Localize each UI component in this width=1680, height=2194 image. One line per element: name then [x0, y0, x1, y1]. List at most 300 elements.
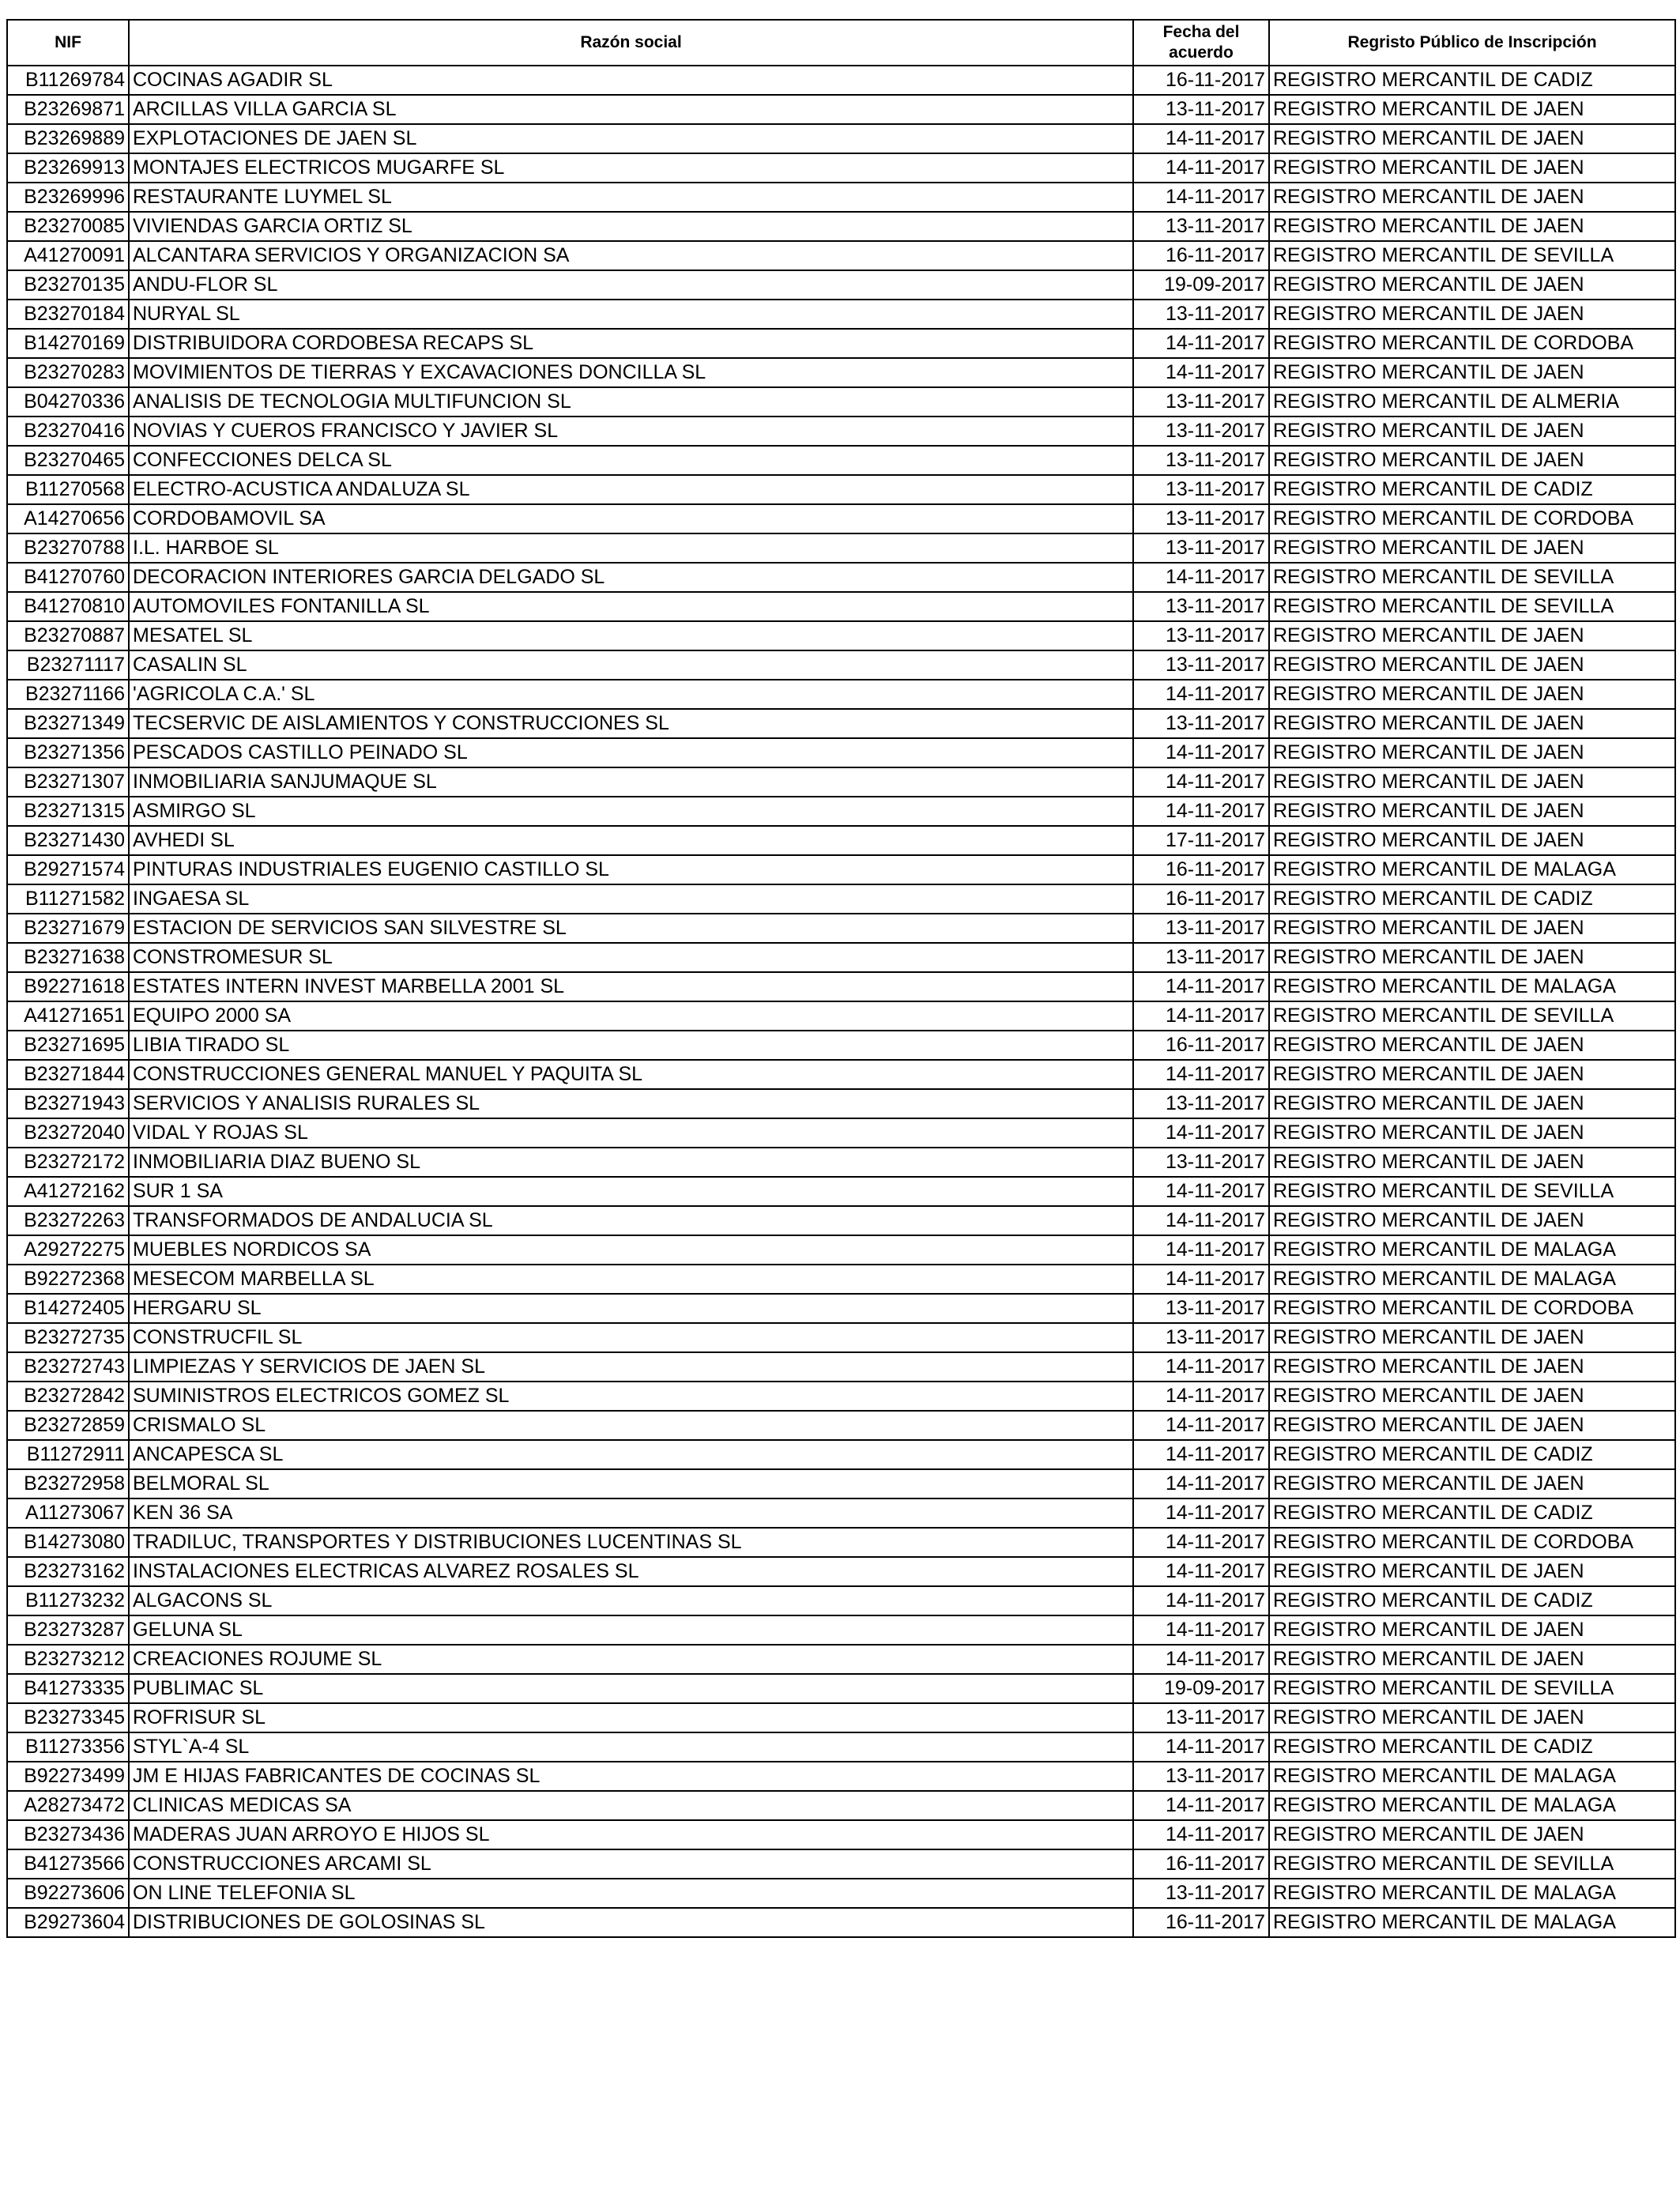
cell-fecha: 16-11-2017: [1133, 1849, 1269, 1879]
table-body: [7, 66, 1675, 1937]
cell-fecha: 17-11-2017: [1133, 826, 1269, 855]
cell-registro: REGISTRO MERCANTIL DE SEVILLA: [1269, 241, 1675, 270]
table-row: [7, 1791, 1675, 1820]
cell-razon-social: TECSERVIC DE AISLAMIENTOS Y CONSTRUCCIONES SL: [129, 709, 1133, 738]
cell-nif: B41273566: [7, 1849, 129, 1879]
cell-razon-social: VIVIENDAS GARCIA ORTIZ SL: [129, 212, 1133, 241]
cell-nif: A28273472: [7, 1791, 129, 1820]
cell-nif: B11270568: [7, 475, 129, 504]
cell-registro: REGISTRO MERCANTIL DE JAEN: [1269, 1148, 1675, 1177]
registry-table: [6, 19, 1676, 1938]
cell-fecha: 16-11-2017: [1133, 66, 1269, 95]
cell-nif: B23272172: [7, 1148, 129, 1177]
cell-nif: A29272275: [7, 1235, 129, 1265]
cell-fecha: 14-11-2017: [1133, 124, 1269, 153]
cell-razon-social: SERVICIOS Y ANALISIS RURALES SL: [129, 1089, 1133, 1118]
cell-fecha: 16-11-2017: [1133, 1031, 1269, 1060]
cell-nif: B23271166: [7, 680, 129, 709]
cell-razon-social: KEN 36 SA: [129, 1498, 1133, 1528]
cell-fecha: 14-11-2017: [1133, 1528, 1269, 1557]
table-row: [7, 1849, 1675, 1879]
cell-razon-social: JM E HIJAS FABRICANTES DE COCINAS SL: [129, 1762, 1133, 1791]
cell-razon-social: ANCAPESCA SL: [129, 1440, 1133, 1469]
table-row: [7, 124, 1675, 153]
table-row: [7, 1382, 1675, 1411]
header-fecha-acuerdo: [1133, 20, 1269, 66]
table-row: [7, 1879, 1675, 1908]
cell-nif: B23272842: [7, 1382, 129, 1411]
table-row: [7, 1235, 1675, 1265]
cell-fecha: 13-11-2017: [1133, 943, 1269, 972]
cell-fecha: 13-11-2017: [1133, 650, 1269, 680]
cell-razon-social: MOVIMIENTOS DE TIERRAS Y EXCAVACIONES DONCILLA SL: [129, 358, 1133, 387]
cell-fecha: 13-11-2017: [1133, 417, 1269, 446]
cell-fecha: 13-11-2017: [1133, 387, 1269, 417]
cell-nif: B23271638: [7, 943, 129, 972]
header-razon-social: Razón social: [129, 20, 1133, 66]
table-row: [7, 1148, 1675, 1177]
table-row: [7, 95, 1675, 124]
cell-razon-social: EXPLOTACIONES DE JAEN SL: [129, 124, 1133, 153]
cell-registro: REGISTRO MERCANTIL DE CORDOBA: [1269, 1528, 1675, 1557]
table-row: [7, 1265, 1675, 1294]
cell-fecha: 14-11-2017: [1133, 1732, 1269, 1762]
cell-razon-social: STYL`A-4 SL: [129, 1732, 1133, 1762]
header-row: [7, 20, 1675, 66]
table-row: [7, 826, 1675, 855]
cell-fecha: 13-11-2017: [1133, 1089, 1269, 1118]
cell-registro: REGISTRO MERCANTIL DE JAEN: [1269, 1118, 1675, 1148]
cell-fecha: 13-11-2017: [1133, 1879, 1269, 1908]
cell-fecha: 14-11-2017: [1133, 680, 1269, 709]
cell-registro: REGISTRO MERCANTIL DE JAEN: [1269, 1411, 1675, 1440]
cell-registro: REGISTRO MERCANTIL DE JAEN: [1269, 1352, 1675, 1382]
cell-fecha: 14-11-2017: [1133, 972, 1269, 1001]
cell-registro: REGISTRO MERCANTIL DE JAEN: [1269, 1645, 1675, 1674]
cell-razon-social: CONSTRUCCIONES GENERAL MANUEL Y PAQUITA SL: [129, 1060, 1133, 1089]
cell-nif: B23270465: [7, 446, 129, 475]
cell-registro: REGISTRO MERCANTIL DE MALAGA: [1269, 1908, 1675, 1937]
cell-nif: B14273080: [7, 1528, 129, 1557]
cell-nif: B11269784: [7, 66, 129, 95]
cell-registro: REGISTRO MERCANTIL DE CORDOBA: [1269, 1294, 1675, 1323]
cell-nif: A14270656: [7, 504, 129, 533]
cell-registro: REGISTRO MERCANTIL DE MALAGA: [1269, 1879, 1675, 1908]
cell-fecha: 14-11-2017: [1133, 1820, 1269, 1849]
cell-registro: REGISTRO MERCANTIL DE JAEN: [1269, 446, 1675, 475]
cell-fecha: 13-11-2017: [1133, 1762, 1269, 1791]
table-row: [7, 1323, 1675, 1352]
cell-fecha: 13-11-2017: [1133, 621, 1269, 650]
table-row: [7, 855, 1675, 884]
cell-registro: REGISTRO MERCANTIL DE JAEN: [1269, 680, 1675, 709]
table-row: [7, 767, 1675, 797]
cell-registro: REGISTRO MERCANTIL DE JAEN: [1269, 621, 1675, 650]
cell-fecha: 14-11-2017: [1133, 1352, 1269, 1382]
cell-registro: REGISTRO MERCANTIL DE MALAGA: [1269, 855, 1675, 884]
cell-fecha: 14-11-2017: [1133, 1586, 1269, 1615]
cell-nif: B23270283: [7, 358, 129, 387]
cell-nif: B23273212: [7, 1645, 129, 1674]
cell-nif: B23272743: [7, 1352, 129, 1382]
table-row: [7, 650, 1675, 680]
cell-razon-social: LIMPIEZAS Y SERVICIOS DE JAEN SL: [129, 1352, 1133, 1382]
cell-razon-social: CASALIN SL: [129, 650, 1133, 680]
cell-registro: REGISTRO MERCANTIL DE JAEN: [1269, 650, 1675, 680]
cell-nif: B11273232: [7, 1586, 129, 1615]
cell-nif: A41270091: [7, 241, 129, 270]
table-row: [7, 680, 1675, 709]
table-row: [7, 1206, 1675, 1235]
cell-registro: REGISTRO MERCANTIL DE JAEN: [1269, 533, 1675, 563]
cell-razon-social: PINTURAS INDUSTRIALES EUGENIO CASTILLO SL: [129, 855, 1133, 884]
cell-registro: REGISTRO MERCANTIL DE CADIZ: [1269, 66, 1675, 95]
table-row: [7, 884, 1675, 914]
cell-fecha: 13-11-2017: [1133, 1703, 1269, 1732]
cell-registro: REGISTRO MERCANTIL DE ALMERIA: [1269, 387, 1675, 417]
cell-fecha: 14-11-2017: [1133, 1001, 1269, 1031]
cell-nif: B23271430: [7, 826, 129, 855]
table-row: [7, 1615, 1675, 1645]
cell-razon-social: ANDU-FLOR SL: [129, 270, 1133, 300]
table-row: [7, 270, 1675, 300]
cell-nif: B14270169: [7, 329, 129, 358]
cell-razon-social: MONTAJES ELECTRICOS MUGARFE SL: [129, 153, 1133, 183]
cell-razon-social: INGAESA SL: [129, 884, 1133, 914]
cell-razon-social: VIDAL Y ROJAS SL: [129, 1118, 1133, 1148]
cell-registro: REGISTRO MERCANTIL DE JAEN: [1269, 212, 1675, 241]
cell-razon-social: TRADILUC, TRANSPORTES Y DISTRIBUCIONES LUCENTINAS SL: [129, 1528, 1133, 1557]
cell-fecha: 13-11-2017: [1133, 1148, 1269, 1177]
cell-razon-social: NOVIAS Y CUEROS FRANCISCO Y JAVIER SL: [129, 417, 1133, 446]
cell-fecha: 16-11-2017: [1133, 884, 1269, 914]
table-row: [7, 66, 1675, 95]
cell-registro: REGISTRO MERCANTIL DE SEVILLA: [1269, 563, 1675, 592]
cell-nif: B11273356: [7, 1732, 129, 1762]
table-row: [7, 972, 1675, 1001]
cell-registro: REGISTRO MERCANTIL DE JAEN: [1269, 300, 1675, 329]
cell-razon-social: TRANSFORMADOS DE ANDALUCIA SL: [129, 1206, 1133, 1235]
table-row: [7, 563, 1675, 592]
table-row: [7, 1177, 1675, 1206]
cell-registro: REGISTRO MERCANTIL DE JAEN: [1269, 270, 1675, 300]
cell-fecha: 14-11-2017: [1133, 563, 1269, 592]
header-nif: NIF: [7, 20, 129, 66]
cell-fecha: 14-11-2017: [1133, 1498, 1269, 1528]
cell-nif: B23270085: [7, 212, 129, 241]
cell-nif: B23270135: [7, 270, 129, 300]
cell-nif: B23271943: [7, 1089, 129, 1118]
cell-nif: A41272162: [7, 1177, 129, 1206]
cell-nif: B11272911: [7, 1440, 129, 1469]
cell-registro: REGISTRO MERCANTIL DE JAEN: [1269, 124, 1675, 153]
cell-registro: REGISTRO MERCANTIL DE CADIZ: [1269, 1586, 1675, 1615]
table-row: [7, 241, 1675, 270]
cell-registro: REGISTRO MERCANTIL DE JAEN: [1269, 1206, 1675, 1235]
cell-nif: B23272859: [7, 1411, 129, 1440]
cell-registro: REGISTRO MERCANTIL DE MALAGA: [1269, 972, 1675, 1001]
cell-registro: REGISTRO MERCANTIL DE JAEN: [1269, 826, 1675, 855]
cell-registro: REGISTRO MERCANTIL DE JAEN: [1269, 1060, 1675, 1089]
cell-fecha: 13-11-2017: [1133, 709, 1269, 738]
cell-nif: B23269889: [7, 124, 129, 153]
cell-razon-social: ALCANTARA SERVICIOS Y ORGANIZACION SA: [129, 241, 1133, 270]
cell-razon-social: CORDOBAMOVIL SA: [129, 504, 1133, 533]
cell-fecha: 14-11-2017: [1133, 1469, 1269, 1498]
table-row: [7, 621, 1675, 650]
cell-registro: REGISTRO MERCANTIL DE JAEN: [1269, 358, 1675, 387]
cell-nif: B23272040: [7, 1118, 129, 1148]
cell-razon-social: SUR 1 SA: [129, 1177, 1133, 1206]
cell-fecha: 13-11-2017: [1133, 1323, 1269, 1352]
cell-nif: B23271844: [7, 1060, 129, 1089]
cell-nif: B23271307: [7, 767, 129, 797]
cell-fecha: 13-11-2017: [1133, 475, 1269, 504]
cell-nif: B11271582: [7, 884, 129, 914]
cell-registro: REGISTRO MERCANTIL DE JAEN: [1269, 1703, 1675, 1732]
cell-fecha: 14-11-2017: [1133, 329, 1269, 358]
cell-razon-social: EQUIPO 2000 SA: [129, 1001, 1133, 1031]
cell-fecha: 14-11-2017: [1133, 767, 1269, 797]
cell-nif: B41270760: [7, 563, 129, 592]
cell-registro: REGISTRO MERCANTIL DE MALAGA: [1269, 1791, 1675, 1820]
cell-fecha: 14-11-2017: [1133, 1265, 1269, 1294]
table-row: [7, 1089, 1675, 1118]
cell-fecha: 14-11-2017: [1133, 1118, 1269, 1148]
cell-razon-social: ANALISIS DE TECNOLOGIA MULTIFUNCION SL: [129, 387, 1133, 417]
cell-nif: B23270887: [7, 621, 129, 650]
table-row: [7, 1703, 1675, 1732]
cell-razon-social: BELMORAL SL: [129, 1469, 1133, 1498]
cell-registro: REGISTRO MERCANTIL DE CORDOBA: [1269, 329, 1675, 358]
cell-fecha: 14-11-2017: [1133, 1557, 1269, 1586]
cell-razon-social: CRISMALO SL: [129, 1411, 1133, 1440]
cell-razon-social: ROFRISUR SL: [129, 1703, 1133, 1732]
cell-nif: B41273335: [7, 1674, 129, 1703]
cell-registro: REGISTRO MERCANTIL DE SEVILLA: [1269, 1849, 1675, 1879]
cell-registro: REGISTRO MERCANTIL DE MALAGA: [1269, 1265, 1675, 1294]
cell-razon-social: INMOBILIARIA SANJUMAQUE SL: [129, 767, 1133, 797]
table-row: [7, 738, 1675, 767]
cell-nif: B29271574: [7, 855, 129, 884]
cell-nif: B23273436: [7, 1820, 129, 1849]
cell-fecha: 13-11-2017: [1133, 95, 1269, 124]
cell-nif: B92273606: [7, 1879, 129, 1908]
cell-razon-social: AVHEDI SL: [129, 826, 1133, 855]
cell-razon-social: ALGACONS SL: [129, 1586, 1133, 1615]
cell-nif: B92272368: [7, 1265, 129, 1294]
table-row: [7, 914, 1675, 943]
table-row: [7, 1645, 1675, 1674]
cell-registro: REGISTRO MERCANTIL DE JAEN: [1269, 1323, 1675, 1352]
cell-razon-social: ESTACION DE SERVICIOS SAN SILVESTRE SL: [129, 914, 1133, 943]
cell-fecha: 14-11-2017: [1133, 1206, 1269, 1235]
table-row: [7, 1820, 1675, 1849]
cell-fecha: 14-11-2017: [1133, 1440, 1269, 1469]
cell-razon-social: NURYAL SL: [129, 300, 1133, 329]
cell-fecha: 16-11-2017: [1133, 241, 1269, 270]
cell-razon-social: MUEBLES NORDICOS SA: [129, 1235, 1133, 1265]
cell-razon-social: I.L. HARBOE SL: [129, 533, 1133, 563]
cell-nif: B23271695: [7, 1031, 129, 1060]
cell-registro: REGISTRO MERCANTIL DE SEVILLA: [1269, 1674, 1675, 1703]
table-row: [7, 1908, 1675, 1937]
header-fecha-line1: Fecha del: [1162, 23, 1240, 41]
table-row: [7, 475, 1675, 504]
table-row: [7, 417, 1675, 446]
cell-registro: REGISTRO MERCANTIL DE JAEN: [1269, 153, 1675, 183]
cell-fecha: 19-09-2017: [1133, 1674, 1269, 1703]
table-row: [7, 533, 1675, 563]
table-row: [7, 1060, 1675, 1089]
cell-registro: REGISTRO MERCANTIL DE JAEN: [1269, 1469, 1675, 1498]
table-row: [7, 1411, 1675, 1440]
cell-razon-social: RESTAURANTE LUYMEL SL: [129, 183, 1133, 212]
cell-fecha: 16-11-2017: [1133, 855, 1269, 884]
cell-razon-social: CONSTROMESUR SL: [129, 943, 1133, 972]
table-row: [7, 387, 1675, 417]
cell-razon-social: ON LINE TELEFONIA SL: [129, 1879, 1133, 1908]
cell-nif: B23271679: [7, 914, 129, 943]
table-row: [7, 1528, 1675, 1557]
cell-fecha: 13-11-2017: [1133, 504, 1269, 533]
cell-fecha: 14-11-2017: [1133, 1060, 1269, 1089]
cell-fecha: 14-11-2017: [1133, 1645, 1269, 1674]
cell-razon-social: ELECTRO-ACUSTICA ANDALUZA SL: [129, 475, 1133, 504]
header-fecha-line2: acuerdo: [1169, 43, 1234, 62]
cell-nif: B23272735: [7, 1323, 129, 1352]
cell-razon-social: 'AGRICOLA C.A.' SL: [129, 680, 1133, 709]
cell-razon-social: HERGARU SL: [129, 1294, 1133, 1323]
cell-razon-social: MADERAS JUAN ARROYO E HIJOS SL: [129, 1820, 1133, 1849]
cell-nif: B04270336: [7, 387, 129, 417]
cell-nif: B23271315: [7, 797, 129, 826]
cell-registro: REGISTRO MERCANTIL DE MALAGA: [1269, 1235, 1675, 1265]
cell-registro: REGISTRO MERCANTIL DE JAEN: [1269, 1089, 1675, 1118]
table-row: [7, 1352, 1675, 1382]
cell-fecha: 14-11-2017: [1133, 153, 1269, 183]
cell-fecha: 13-11-2017: [1133, 914, 1269, 943]
cell-fecha: 14-11-2017: [1133, 1411, 1269, 1440]
cell-nif: B14272405: [7, 1294, 129, 1323]
cell-razon-social: CONSTRUCFIL SL: [129, 1323, 1133, 1352]
table-row: [7, 329, 1675, 358]
cell-razon-social: LIBIA TIRADO SL: [129, 1031, 1133, 1060]
table-row: [7, 212, 1675, 241]
cell-registro: REGISTRO MERCANTIL DE JAEN: [1269, 95, 1675, 124]
cell-nif: B23271117: [7, 650, 129, 680]
cell-fecha: 14-11-2017: [1133, 1382, 1269, 1411]
cell-nif: B23270788: [7, 533, 129, 563]
cell-razon-social: INSTALACIONES ELECTRICAS ALVAREZ ROSALES SL: [129, 1557, 1133, 1586]
cell-registro: REGISTRO MERCANTIL DE JAEN: [1269, 1382, 1675, 1411]
cell-registro: REGISTRO MERCANTIL DE SEVILLA: [1269, 1001, 1675, 1031]
table-row: [7, 592, 1675, 621]
cell-razon-social: DECORACION INTERIORES GARCIA DELGADO SL: [129, 563, 1133, 592]
cell-registro: REGISTRO MERCANTIL DE JAEN: [1269, 738, 1675, 767]
cell-razon-social: PUBLIMAC SL: [129, 1674, 1133, 1703]
cell-razon-social: DISTRIBUCIONES DE GOLOSINAS SL: [129, 1908, 1133, 1937]
cell-fecha: 13-11-2017: [1133, 446, 1269, 475]
table-row: [7, 1001, 1675, 1031]
table-row: [7, 943, 1675, 972]
table-row: [7, 709, 1675, 738]
table-row: [7, 1469, 1675, 1498]
cell-nif: B23270184: [7, 300, 129, 329]
cell-nif: B23273345: [7, 1703, 129, 1732]
cell-razon-social: INMOBILIARIA DIAZ BUENO SL: [129, 1148, 1133, 1177]
cell-nif: B23272263: [7, 1206, 129, 1235]
cell-fecha: 14-11-2017: [1133, 1791, 1269, 1820]
cell-registro: REGISTRO MERCANTIL DE JAEN: [1269, 417, 1675, 446]
cell-razon-social: CONSTRUCCIONES ARCAMI SL: [129, 1849, 1133, 1879]
cell-registro: REGISTRO MERCANTIL DE CADIZ: [1269, 1498, 1675, 1528]
cell-razon-social: ESTATES INTERN INVEST MARBELLA 2001 SL: [129, 972, 1133, 1001]
table-row: [7, 1118, 1675, 1148]
cell-registro: REGISTRO MERCANTIL DE JAEN: [1269, 767, 1675, 797]
cell-registro: REGISTRO MERCANTIL DE JAEN: [1269, 1557, 1675, 1586]
cell-nif: B23269913: [7, 153, 129, 183]
cell-nif: B23270416: [7, 417, 129, 446]
table-row: [7, 1031, 1675, 1060]
cell-nif: B23271356: [7, 738, 129, 767]
cell-fecha: 13-11-2017: [1133, 1294, 1269, 1323]
cell-fecha: 16-11-2017: [1133, 1908, 1269, 1937]
cell-nif: B41270810: [7, 592, 129, 621]
cell-registro: REGISTRO MERCANTIL DE CADIZ: [1269, 475, 1675, 504]
table-row: [7, 1586, 1675, 1615]
cell-fecha: 14-11-2017: [1133, 183, 1269, 212]
cell-registro: REGISTRO MERCANTIL DE CADIZ: [1269, 1732, 1675, 1762]
cell-razon-social: SUMINISTROS ELECTRICOS GOMEZ SL: [129, 1382, 1133, 1411]
cell-registro: REGISTRO MERCANTIL DE JAEN: [1269, 1031, 1675, 1060]
cell-fecha: 13-11-2017: [1133, 300, 1269, 329]
cell-registro: REGISTRO MERCANTIL DE JAEN: [1269, 1615, 1675, 1645]
cell-nif: B23269996: [7, 183, 129, 212]
cell-nif: B92271618: [7, 972, 129, 1001]
table-row: [7, 1440, 1675, 1469]
cell-razon-social: GELUNA SL: [129, 1615, 1133, 1645]
cell-registro: REGISTRO MERCANTIL DE JAEN: [1269, 709, 1675, 738]
table-row: [7, 797, 1675, 826]
cell-nif: A11273067: [7, 1498, 129, 1528]
cell-registro: REGISTRO MERCANTIL DE JAEN: [1269, 797, 1675, 826]
table-row: [7, 1498, 1675, 1528]
table-row: [7, 300, 1675, 329]
cell-registro: REGISTRO MERCANTIL DE CADIZ: [1269, 1440, 1675, 1469]
cell-nif: B23273162: [7, 1557, 129, 1586]
cell-razon-social: PESCADOS CASTILLO PEINADO SL: [129, 738, 1133, 767]
cell-nif: B23271349: [7, 709, 129, 738]
cell-fecha: 14-11-2017: [1133, 1177, 1269, 1206]
cell-razon-social: ARCILLAS VILLA GARCIA SL: [129, 95, 1133, 124]
cell-razon-social: ASMIRGO SL: [129, 797, 1133, 826]
cell-razon-social: CREACIONES ROJUME SL: [129, 1645, 1133, 1674]
cell-registro: REGISTRO MERCANTIL DE JAEN: [1269, 943, 1675, 972]
cell-registro: REGISTRO MERCANTIL DE SEVILLA: [1269, 592, 1675, 621]
table-row: [7, 153, 1675, 183]
cell-nif: A41271651: [7, 1001, 129, 1031]
table-row: [7, 1732, 1675, 1762]
cell-razon-social: COCINAS AGADIR SL: [129, 66, 1133, 95]
cell-registro: REGISTRO MERCANTIL DE JAEN: [1269, 1820, 1675, 1849]
cell-nif: B23269871: [7, 95, 129, 124]
cell-nif: B23272958: [7, 1469, 129, 1498]
header-registro: Regristo Público de Inscripción: [1269, 20, 1675, 66]
cell-fecha: 14-11-2017: [1133, 1235, 1269, 1265]
cell-nif: B23273287: [7, 1615, 129, 1645]
cell-fecha: 13-11-2017: [1133, 592, 1269, 621]
